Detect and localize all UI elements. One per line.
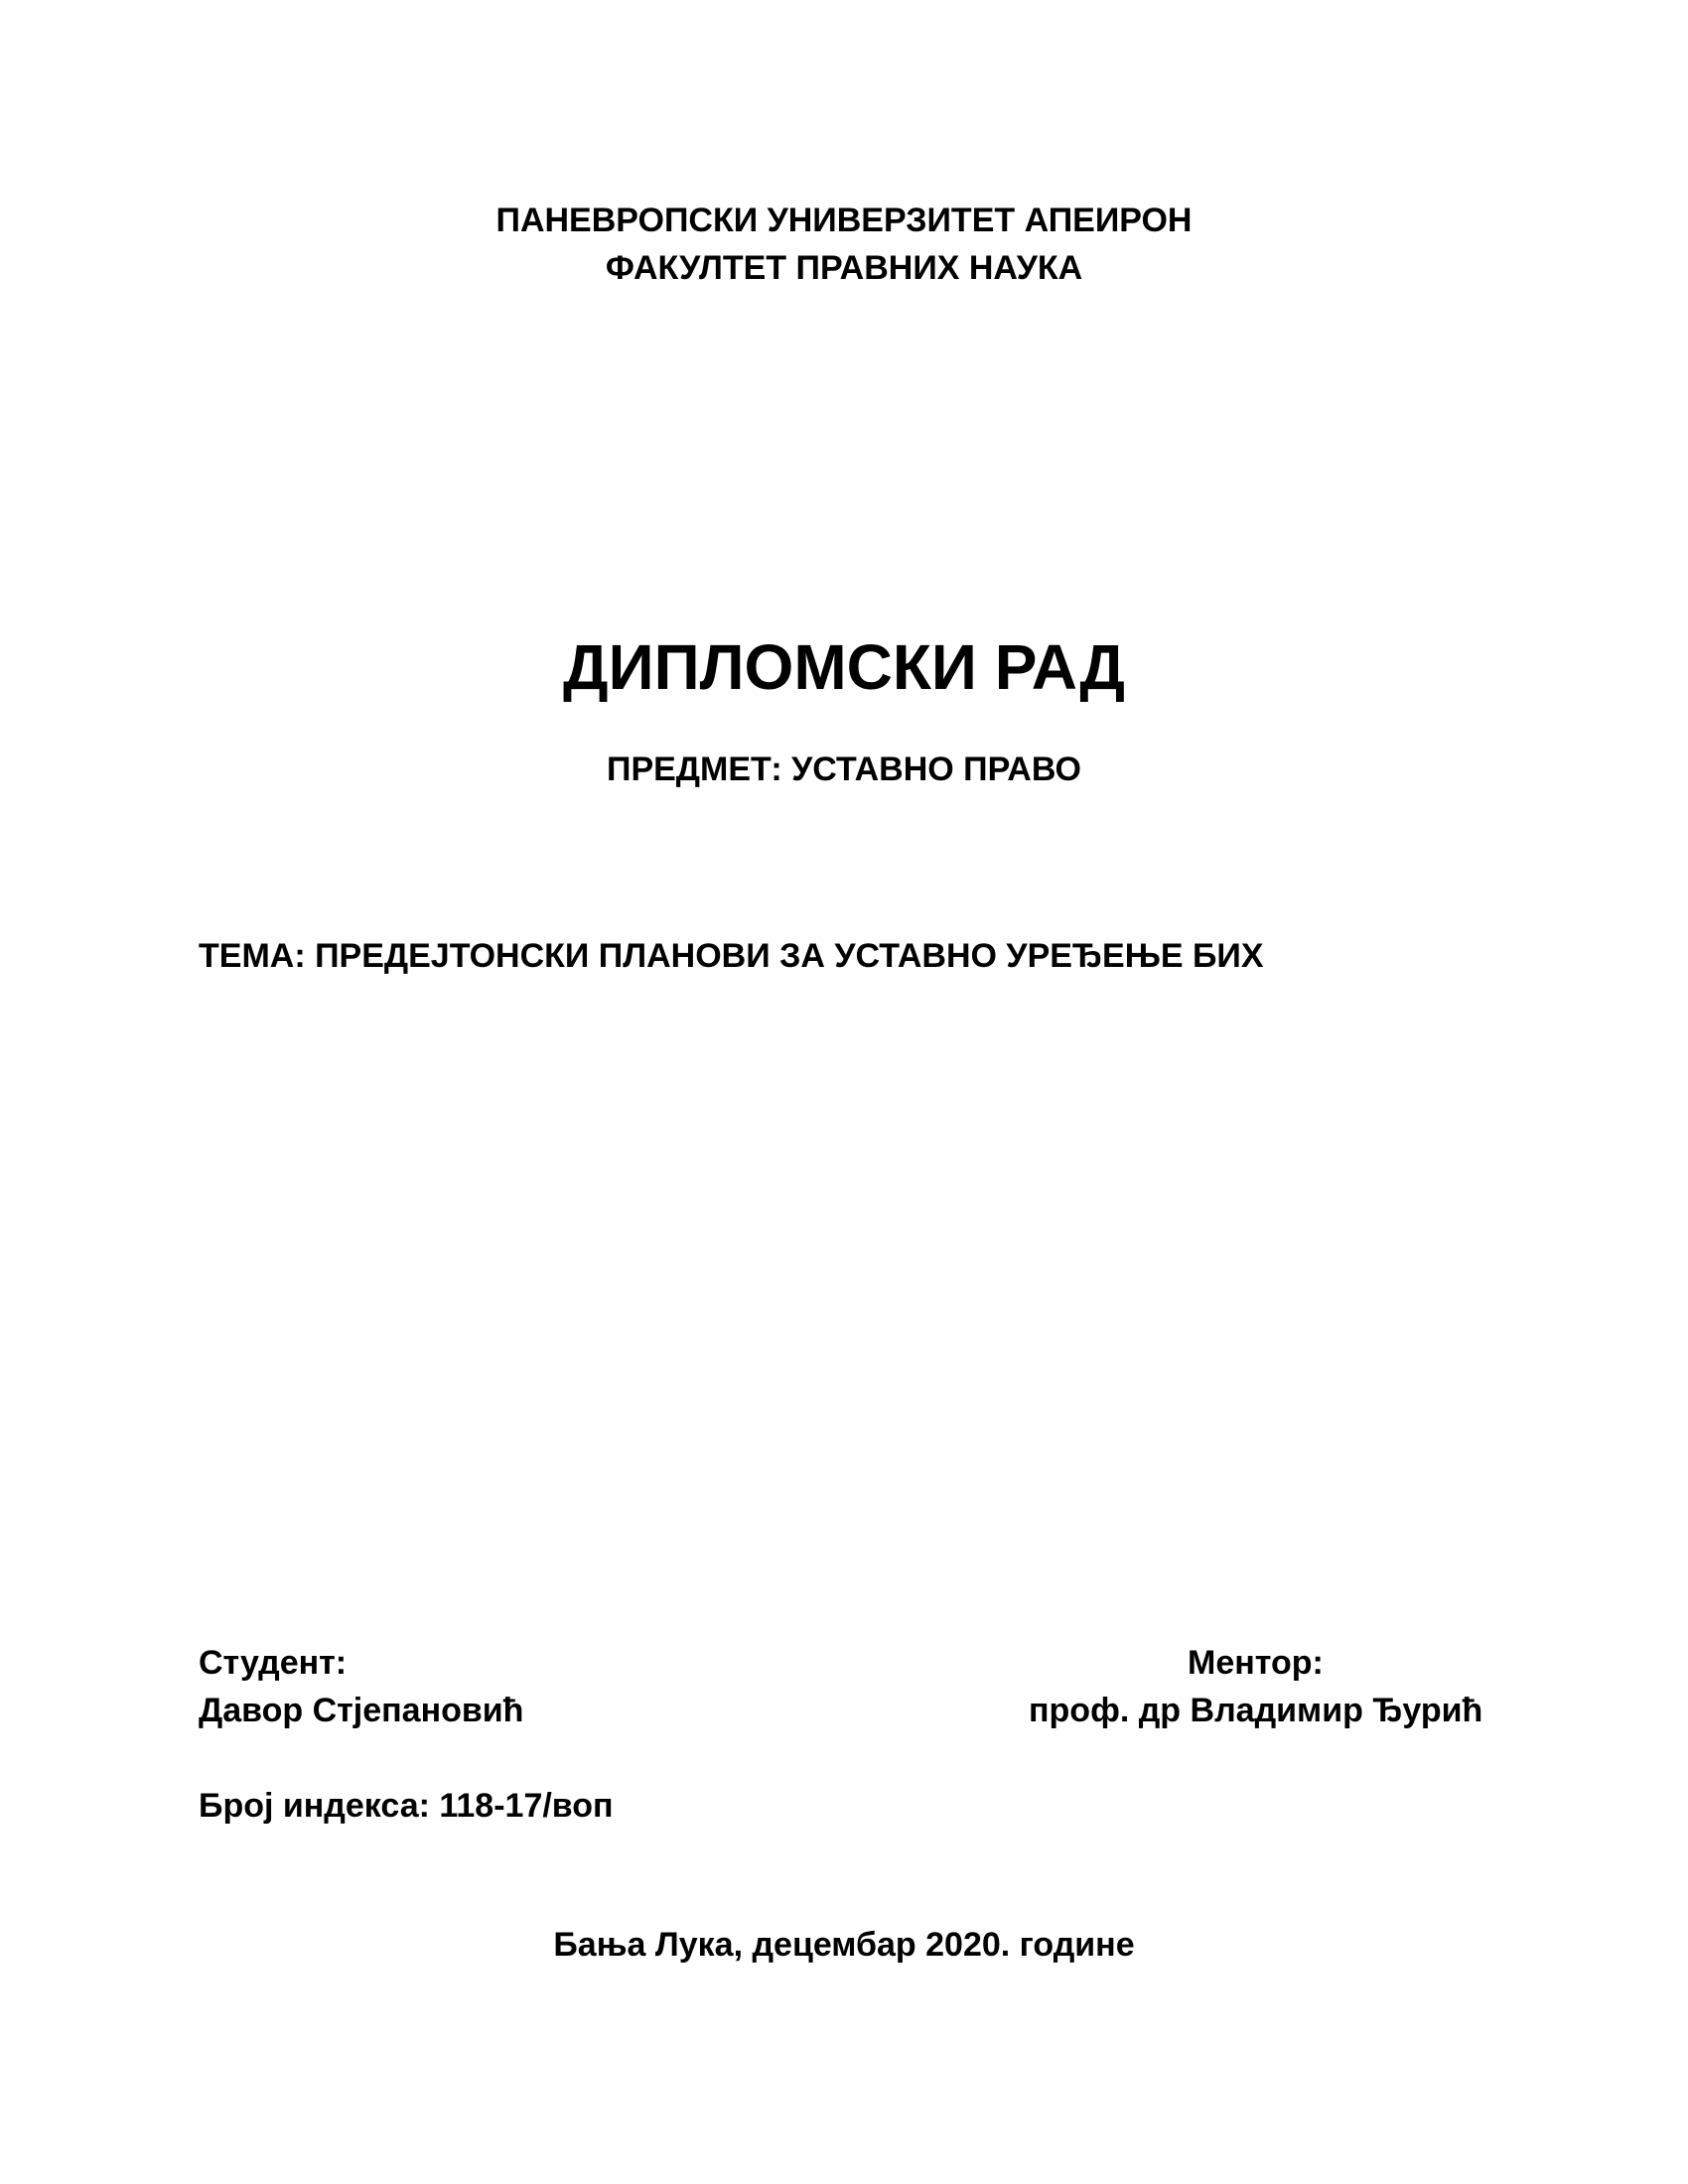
topic-line: ТЕМА: ПРЕДЕЈТОНСКИ ПЛАНОВИ ЗА УСТАВНО УРЕЂЕЊЕ БИХ [199,937,1264,975]
place-date: Бања Лука, децембар 2020. године [553,1926,1135,1964]
student-label: Студент: [199,1644,348,1682]
mentor-name: проф. др Владимир Ђурић [1029,1692,1483,1729]
university-name: ПАНЕВРОПСКИ УНИВЕРЗИТЕТ АПЕИРОН [495,202,1193,239]
thesis-title: ДИПЛОМСКИ РАД [563,631,1125,703]
mentor-label: Ментор: [1188,1644,1324,1682]
student-name: Давор Стјепановић [199,1692,524,1729]
subject-line: ПРЕДМЕТ: УСТАВНО ПРАВО [607,751,1081,788]
faculty-name: ФАКУЛТЕТ ПРАВНИХ НАУКА [605,249,1083,287]
student-index: Број индекса: 118-17/воп [199,1787,614,1825]
